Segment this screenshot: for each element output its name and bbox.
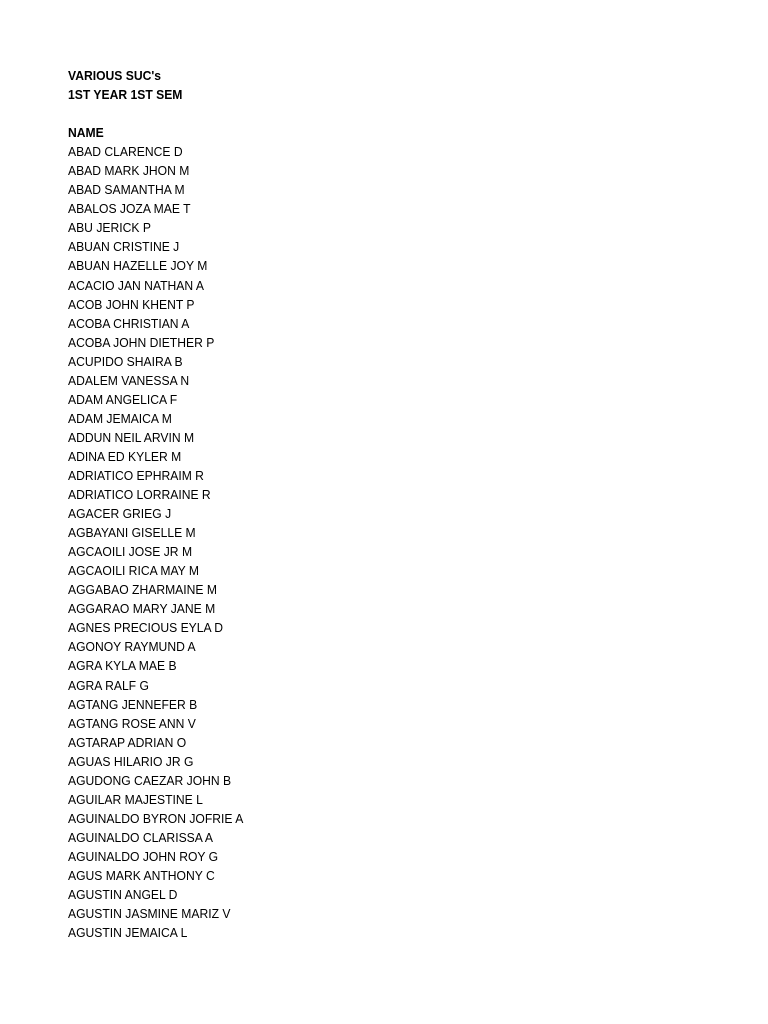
blank-line — [68, 104, 243, 123]
list-item: ABAD CLARENCE D — [68, 144, 183, 160]
list-item: ABALOS JOZA MAE T — [68, 201, 191, 217]
list-item: AGRA KYLA MAE B — [68, 658, 177, 674]
list-item: AGRA RALF G — [68, 677, 149, 693]
document-subtitle: 1ST YEAR 1ST SEM — [68, 87, 183, 103]
document-page — [68, 66, 243, 942]
list-item: AGCAOILI RICA MAY M — [68, 563, 200, 579]
list-item: AGCAOILI JOSE JR M — [68, 544, 193, 560]
list-item: AGGARAO MARY JANE M — [68, 601, 216, 617]
column-header-name: NAME — [68, 125, 104, 141]
list-item: AGUINALDO BYRON JOFRIE A — [68, 810, 244, 826]
list-item: AGTARAP ADRIAN O — [68, 734, 187, 750]
list-item: ABAD SAMANTHA M — [68, 182, 185, 198]
list-item: ADAM JEMAICA M — [68, 410, 172, 426]
list-item: AGNES PRECIOUS EYLA D — [68, 620, 224, 636]
list-item: ABUAN HAZELLE JOY M — [68, 258, 208, 274]
list-item: ADAM ANGELICA F — [68, 391, 178, 407]
list-item: ADDUN NEIL ARVIN M — [68, 429, 195, 445]
list-item: ABAD MARK JHON M — [68, 163, 190, 179]
list-item: AGUSTIN JEMAICA L — [68, 925, 188, 941]
list-item: AGGABAO ZHARMAINE M — [68, 582, 217, 598]
list-item: ADRIATICO EPHRAIM R — [68, 467, 204, 483]
list-item: AGBAYANI GISELLE M — [68, 525, 196, 541]
list-item: AGONOY RAYMUND A — [68, 639, 196, 655]
list-item: ADRIATICO LORRAINE R — [68, 487, 211, 503]
list-item: ADALEM VANESSA N — [68, 372, 190, 388]
list-item: AGTANG ROSE ANN V — [68, 715, 196, 731]
list-item: AGUS MARK ANTHONY C — [68, 867, 215, 883]
document-title: VARIOUS SUC's — [68, 68, 162, 83]
list-item: AGUINALDO JOHN ROY G — [68, 848, 219, 864]
list-item: ADINA ED KYLER M — [68, 448, 182, 464]
list-item: ABUAN CRISTINE J — [68, 239, 180, 255]
list-item: AGUSTIN JASMINE MARIZ V — [68, 906, 231, 922]
list-item: ACACIO JAN NATHAN A — [68, 277, 204, 293]
list-item: AGTANG JENNEFER B — [68, 696, 198, 712]
name-list — [68, 142, 243, 942]
list-item: ACOBA JOHN DIETHER P — [68, 334, 215, 350]
list-item: AGACER GRIEG J — [68, 506, 172, 522]
list-item: AGUAS HILARIO JR G — [68, 753, 194, 769]
list-item: AGUINALDO CLARISSA A — [68, 829, 213, 845]
list-item: AGUDONG CAEZAR JOHN B — [68, 772, 232, 788]
list-item: ACUPIDO SHAIRA B — [68, 353, 183, 369]
list-item: AGUSTIN ANGEL D — [68, 887, 178, 903]
list-item: AGUILAR MAJESTINE L — [68, 791, 203, 807]
list-item: ACOBA CHRISTIAN A — [68, 315, 190, 331]
list-item: ABU JERICK P — [68, 220, 151, 236]
list-item: ACOB JOHN KHENT P — [68, 296, 195, 312]
